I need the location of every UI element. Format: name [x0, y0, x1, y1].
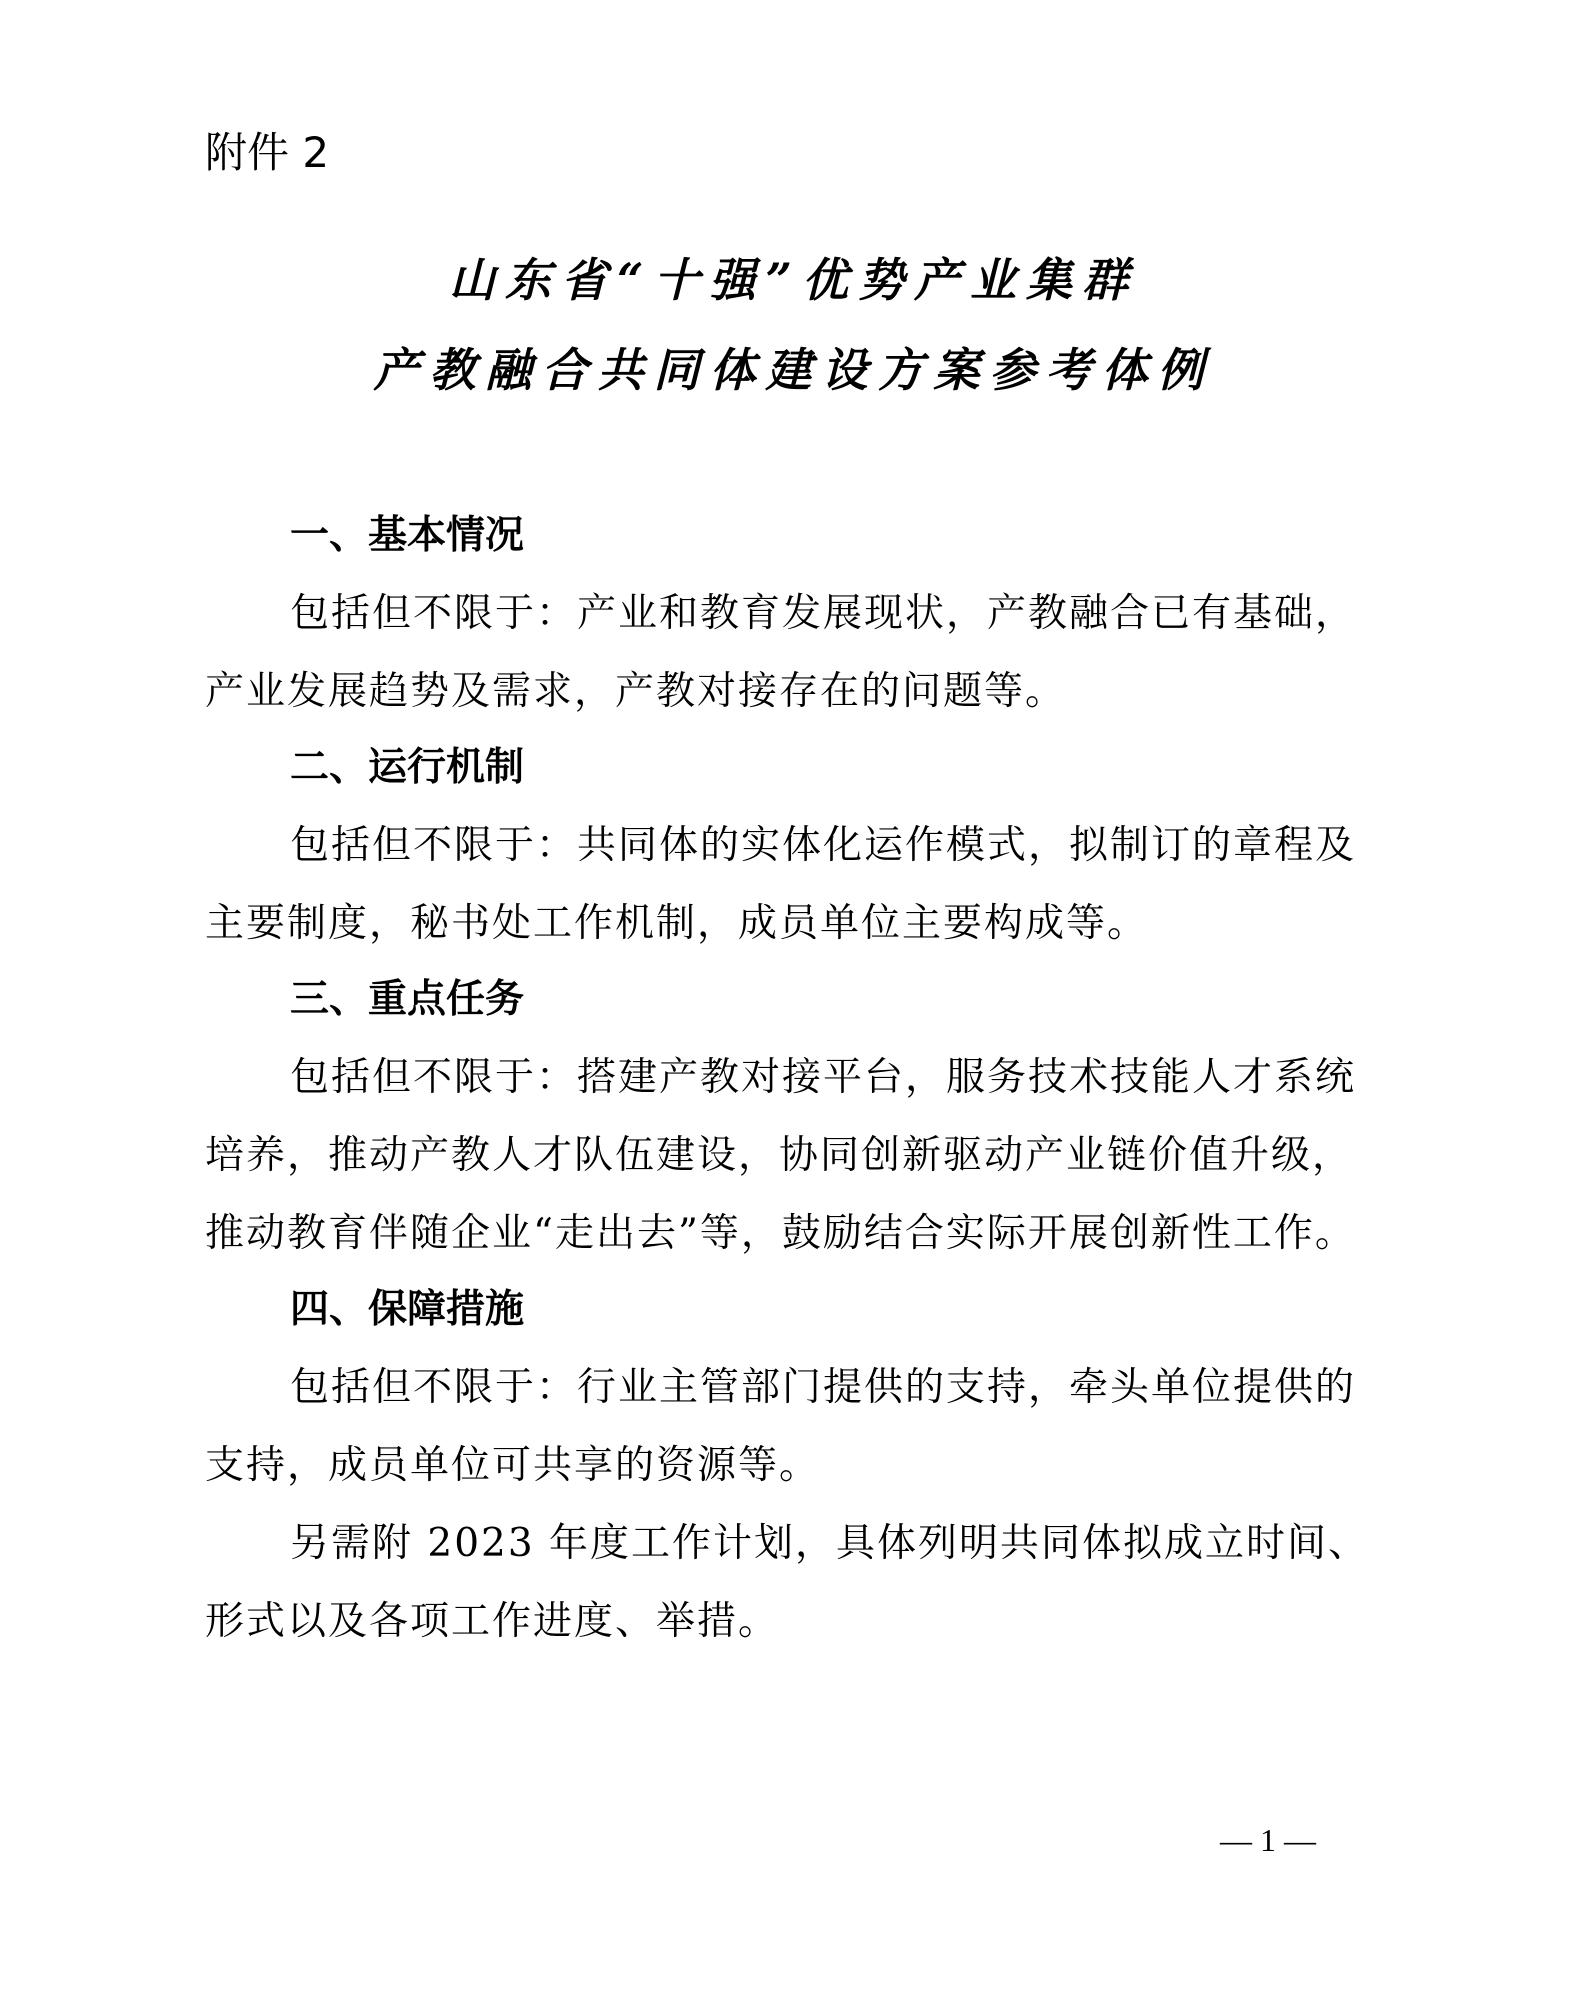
closing-line: 另需附 2023 年度工作计划，具体列明共同体拟成立时间、 [290, 1521, 1370, 1566]
section-body-line: 包括但不限于：产业和教育发展现状，产教融合已有基础， [290, 591, 1357, 636]
document-title-line-1: 山东省“十强”优势产业集群 [449, 253, 1138, 307]
closing-line: 形式以及各项工作进度、举措。 [205, 1599, 780, 1644]
section-body-line: 包括但不限于：共同体的实体化运作模式，拟制订的章程及 [290, 823, 1357, 868]
section-body-line: 产业发展趋势及需求，产教对接存在的问题等。 [205, 669, 1067, 714]
section-body-line: 包括但不限于：搭建产教对接平台，服务技术技能人才系统 [290, 1055, 1357, 1100]
section-heading-operating-mechanism: 二、运行机制 [290, 745, 525, 790]
section-body-line: 支持，成员单位可共享的资源等。 [205, 1443, 821, 1488]
section-body-line: 主要制度，秘书处工作机制，成员单位主要构成等。 [205, 901, 1149, 946]
section-body-line: 培养，推动产教人才队伍建设，协同创新驱动产业链价值升级， [205, 1133, 1354, 1178]
section-heading-key-tasks: 三、重点任务 [290, 977, 525, 1022]
section-heading-basic-situation: 一、基本情况 [290, 513, 525, 558]
section-heading-safeguard-measures: 四、保障措施 [290, 1287, 525, 1332]
section-body-line: 包括但不限于：行业主管部门提供的支持，牵头单位提供的 [290, 1365, 1357, 1410]
section-body-line: 推动教育伴随企业“走出去”等，鼓励结合实际开展创新性工作。 [205, 1211, 1356, 1256]
page-number: — 1 — [1220, 1822, 1316, 1858]
attachment-label: 附件 2 [205, 128, 330, 177]
document-title-line-2: 产教融合共同体建设方案参考体例 [373, 343, 1214, 397]
